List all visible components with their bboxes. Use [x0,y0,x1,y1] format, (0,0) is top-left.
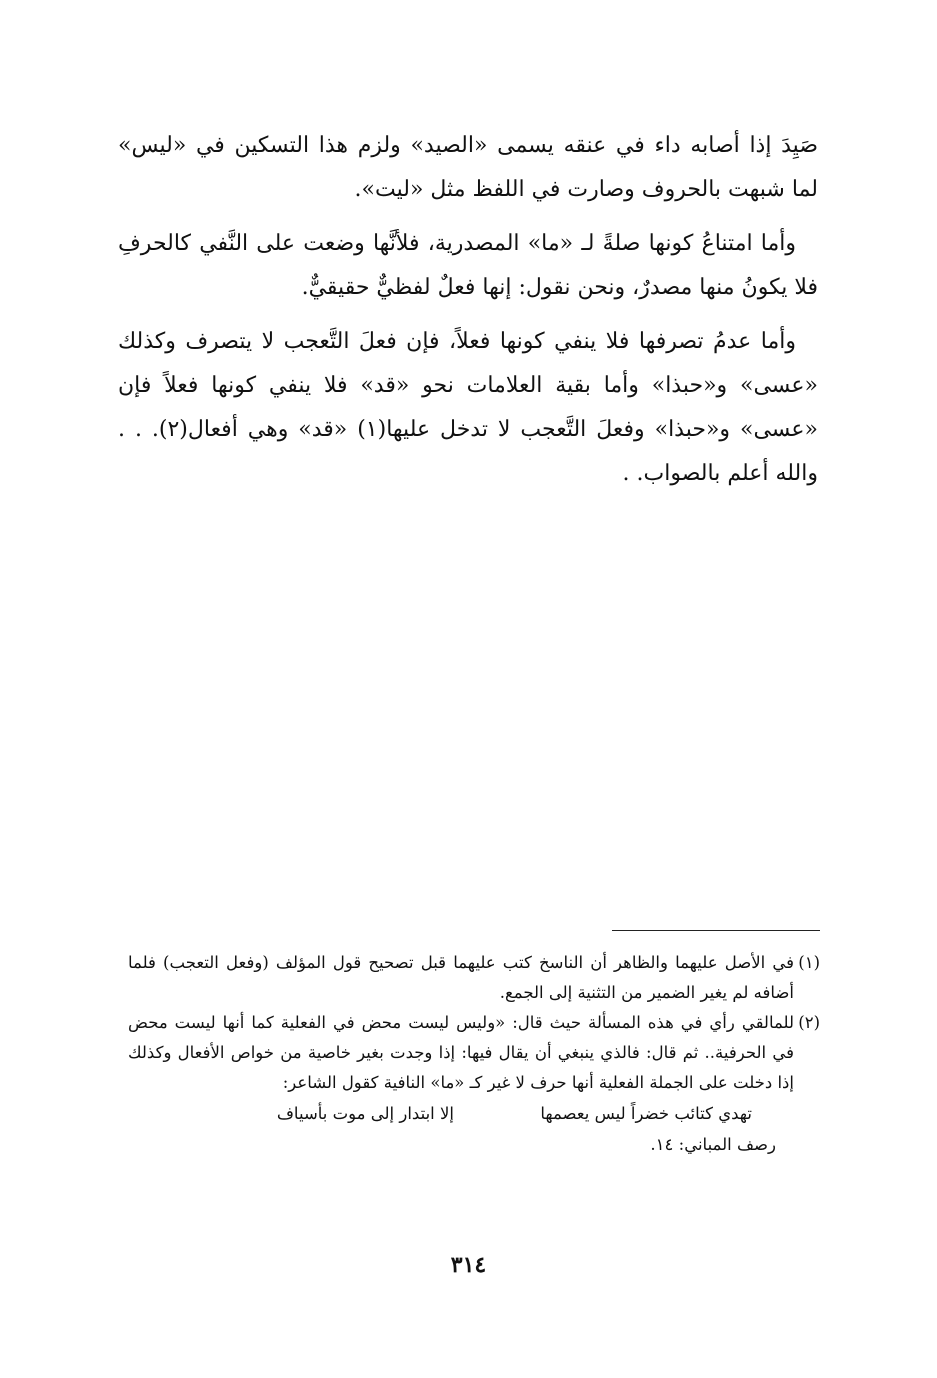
verse-hemistich-2: إلا ابتدار إلى موت بأسياف [276,1104,454,1123]
verse-source: رصف المباني: ١٤. [650,1135,776,1154]
main-text [118,124,818,506]
poem-verse [128,1098,820,1130]
footnote-number: (٢) [798,1013,820,1032]
footnote-number: (١) [798,953,820,972]
paragraph: وأما عدمُ تصرفها فلا ينفي كونها فعلاً، فإن فعلَ التَّعجب لا يتصرف وكذلك «عسى» و«حبذا» وأما بقية العلامات نحو «قد» فلا ينفي كونها فعلاً فإن «عسى» و«حبذا» وفعلَ التَّعجب لا تدخل عليها(١) «قد» وهي أفعال(٢). . . والله أعلم بالصواب. . [118,329,819,486]
footnote-separator [612,930,820,931]
paragraph: صَيِدَ إذا أصابه داء في عنقه يسمى «الصيد» ولزم هذا التسكين في «ليس» لما شبهت بالحروف وصارت في اللفظ مثل «ليت». [118,133,818,202]
verse-hemistich-1: تهدي كتائب خضراً ليس يعصمها [540,1104,752,1123]
footnote-text: في الأصل عليهما والظاهر أن الناسخ كتب عليهما قبل تصحيح قول المؤلف (وفعل التعجب) فلما أضافه لم يغير الضمير من التثنية إلى الجمع. [128,953,794,1002]
paragraph: وأما امتناعُ كونها صلةً لـ «ما» المصدرية، فلأنَّها وضعت على النَّفي كالحرفِ فلا يكونُ منها مصدرٌ، ونحن نقول: إنها فعلٌ لفظيٌّ حقيقيٌّ. [118,231,818,300]
page-number: ٣١٤ [450,1252,487,1278]
footnote-text: للمالقي رأي في هذه المسألة حيث قال: «وليس ليست محض في الفعلية كما أنها ليست محض في الحرفية.. ثم قال: فالذي ينبغي أن يقال فيها: إذا وجدت بغير خاصية من خواص الأفعال وكذلك إذا دخلت على الجملة الفعلية أنها حرف لا غير كـ «ما» النافية كقول الشاعر: [128,1013,794,1092]
footnotes [128,948,820,1160]
footnote-2 [128,1008,820,1098]
footnote-1 [128,948,820,1008]
